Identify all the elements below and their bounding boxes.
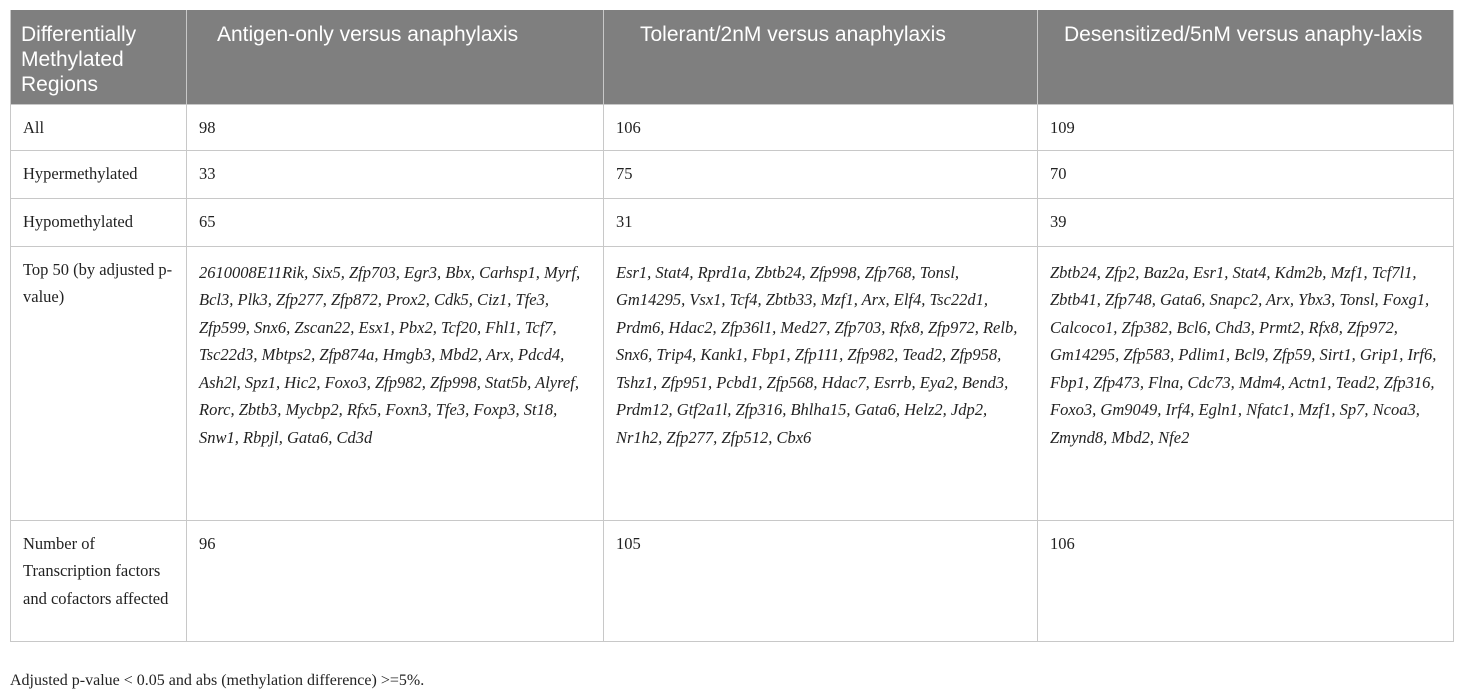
header-cell-tolerant: Tolerant/2nM versus anaphylaxis <box>604 10 1038 104</box>
table-cell: 96 <box>187 520 604 641</box>
row-label: Hypermethylated <box>11 150 187 198</box>
row-label: Hypomethylated <box>11 198 187 246</box>
table-cell: 106 <box>604 104 1038 150</box>
table-cell: 33 <box>187 150 604 198</box>
table-cell: 75 <box>604 150 1038 198</box>
gene-list-cell: 2610008E11Rik, Six5, Zfp703, Egr3, Bbx, Carhsp1, Myrf, Bcl3, Plk3, Zfp277, Zfp872, Prox2, Cdk5, Ciz1, Tfe3, Zfp599, Snx6, Zscan22, Esx1, Pbx2, Tcf20, Fhl1, Tcf7, Tsc22d3, Mbtps2, Zfp874a, Hmgb3, Mbd2, Arx, Pdcd4, Ash2l, Spz1, Hic2, Foxo3, Zfp982, Zfp998, Stat5b, Alyref, Rorc, Zbtb3, Mycbp2, Rfx5, Foxn3, Tfe3, Foxp3, St18, Snw1, Rbpjl, Gata6, Cd3d <box>187 246 604 520</box>
table-cell: 98 <box>187 104 604 150</box>
header-row <box>11 10 1454 104</box>
table-cell: 106 <box>1038 520 1454 641</box>
row-label: Number of Transcription factors and cofactors affected <box>11 520 187 641</box>
table-row-hypermethylated <box>11 150 1454 198</box>
table-row-hypomethylated <box>11 198 1454 246</box>
header-cell-antigen-only: Antigen-only versus anaphylaxis <box>187 10 604 104</box>
table-row-top50 <box>11 246 1454 520</box>
header-cell-desensitized: Desensitized/5nM versus anaphy-laxis <box>1038 10 1454 104</box>
table-cell: 65 <box>187 198 604 246</box>
table-cell: 70 <box>1038 150 1454 198</box>
table-cell: 39 <box>1038 198 1454 246</box>
table-footnote: Adjusted p-value < 0.05 and abs (methylation difference) >=5%. <box>10 672 425 689</box>
gene-list-cell: Zbtb24, Zfp2, Baz2a, Esr1, Stat4, Kdm2b, Mzf1, Tcf7l1, Zbtb41, Zfp748, Gata6, Snapc2, Arx, Ybx3, Tonsl, Foxg1, Calcoco1, Zfp382, Bcl6, Chd3, Prmt2, Rfx8, Zfp972, Gm14295, Zfp583, Pdlim1, Bcl9, Zfp59, Sirt1, Grip1, Irf6, Fbp1, Zfp473, Flna, Cdc73, Mdm4, Actn1, Tead2, Zfp316, Foxo3, Gm9049, Irf4, Egln1, Nfatc1, Mzf1, Sp7, Ncoa3, Zmynd8, Mbd2, Nfe2 <box>1038 246 1454 520</box>
row-label: Top 50 (by adjusted p-value) <box>11 246 187 520</box>
table-cell: 31 <box>604 198 1038 246</box>
methylation-table <box>10 10 1454 642</box>
table-row-tf-count <box>11 520 1454 641</box>
row-label: All <box>11 104 187 150</box>
header-cell-regions: Differentially Methylated Regions <box>11 10 187 104</box>
table-cell: 109 <box>1038 104 1454 150</box>
table-cell: 105 <box>604 520 1038 641</box>
table-row-all <box>11 104 1454 150</box>
gene-list-cell: Esr1, Stat4, Rprd1a, Zbtb24, Zfp998, Zfp768, Tonsl, Gm14295, Vsx1, Tcf4, Zbtb33, Mzf1, Arx, Elf4, Tsc22d1, Prdm6, Hdac2, Zfp36l1, Med27, Zfp703, Rfx8, Zfp972, Relb, Snx6, Trip4, Kank1, Fbp1, Zfp111, Zfp982, Tead2, Zfp958, Tshz1, Zfp951, Pcbd1, Zfp568, Hdac7, Esrrb, Eya2, Bend3, Prdm12, Gtf2a1l, Zfp316, Bhlha15, Gata6, Helz2, Jdp2, Nr1h2, Zfp277, Zfp512, Cbx6 <box>604 246 1038 520</box>
